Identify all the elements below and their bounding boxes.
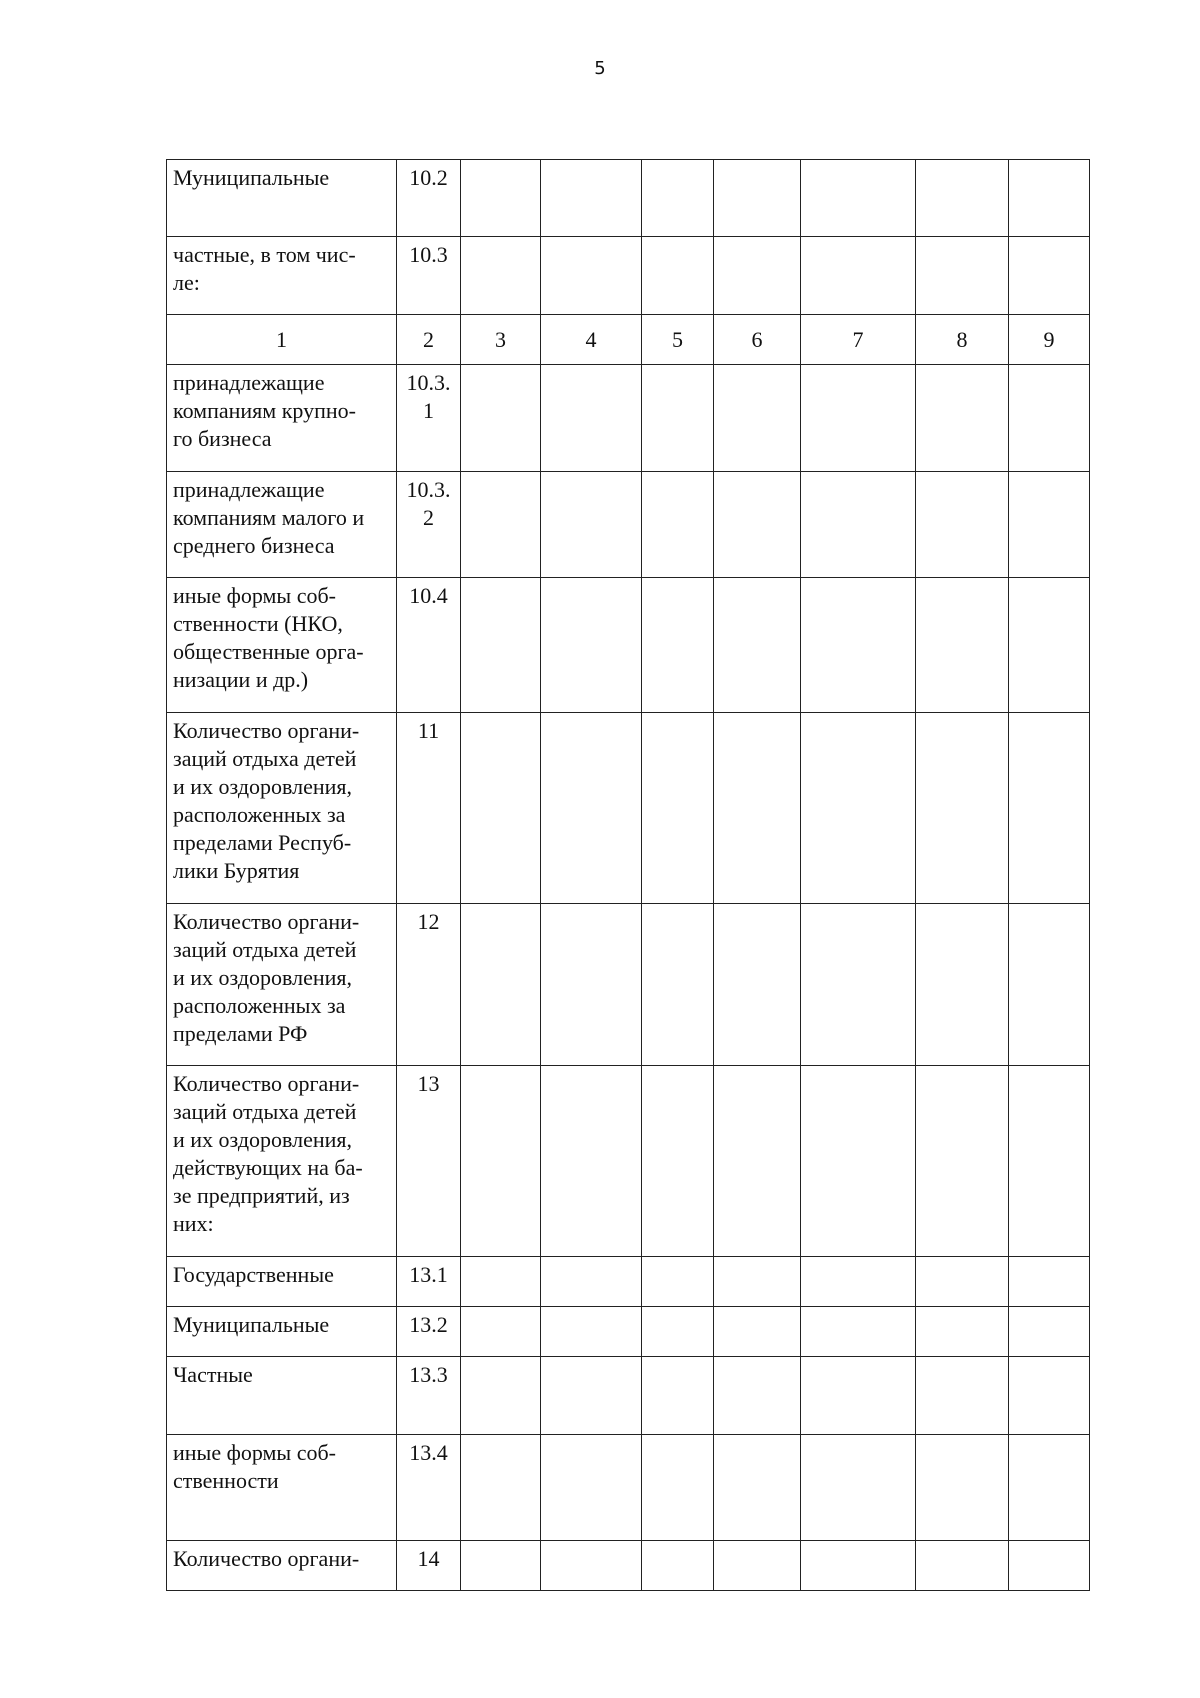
empty-value-cell	[714, 1066, 801, 1257]
empty-value-cell	[642, 237, 714, 315]
row-code-line: 10.3.	[406, 477, 451, 502]
row-label-line: го бизнеса	[173, 426, 272, 451]
empty-value-cell	[916, 578, 1009, 713]
empty-value-cell	[801, 1541, 916, 1591]
empty-value-cell	[461, 237, 541, 315]
empty-value-cell	[541, 160, 642, 237]
empty-value-cell	[1009, 472, 1090, 578]
column-number-row	[167, 315, 1090, 365]
row-label	[167, 1307, 397, 1357]
row-label-line: компаниям крупно-	[173, 398, 356, 423]
row-code-line: 12	[417, 909, 440, 934]
empty-value-cell	[642, 1435, 714, 1541]
row-code-line: 13	[417, 1071, 440, 1096]
row-label-line: заций отдыха детей	[173, 937, 357, 962]
empty-value-cell	[642, 1257, 714, 1307]
empty-value-cell	[642, 1307, 714, 1357]
empty-value-cell	[461, 1257, 541, 1307]
row-label	[167, 578, 397, 713]
empty-value-cell	[461, 713, 541, 904]
row-label-line: ле:	[173, 270, 200, 295]
row-label	[167, 1541, 397, 1591]
empty-value-cell	[461, 1066, 541, 1257]
row-code-line: 10.3	[409, 242, 448, 267]
empty-value-cell	[461, 1541, 541, 1591]
table-row	[167, 1066, 1090, 1257]
empty-value-cell	[642, 1066, 714, 1257]
row-code	[397, 713, 461, 904]
empty-value-cell	[541, 578, 642, 713]
row-label-line: и их оздоровления,	[173, 1127, 353, 1152]
row-code-line: 1	[423, 398, 434, 423]
row-code	[397, 904, 461, 1066]
empty-value-cell	[714, 472, 801, 578]
empty-value-cell	[461, 1435, 541, 1541]
empty-value-cell	[541, 1066, 642, 1257]
row-label-line: низации и др.)	[173, 667, 309, 692]
row-label-line: Частные	[173, 1362, 253, 1387]
empty-value-cell	[1009, 1066, 1090, 1257]
table-row	[167, 160, 1090, 237]
table-row	[167, 1541, 1090, 1591]
empty-value-cell	[714, 365, 801, 472]
empty-value-cell	[461, 578, 541, 713]
column-number-cell: 5	[642, 315, 714, 365]
row-label-line: расположенных за	[173, 993, 346, 1018]
empty-value-cell	[916, 904, 1009, 1066]
row-label-line: и их оздоровления,	[173, 774, 353, 799]
row-code	[397, 472, 461, 578]
empty-value-cell	[642, 1357, 714, 1435]
row-label	[167, 365, 397, 472]
row-label	[167, 1066, 397, 1257]
table-row	[167, 365, 1090, 472]
empty-value-cell	[916, 713, 1009, 904]
empty-value-cell	[461, 472, 541, 578]
row-label-line: действующих на ба-	[173, 1155, 363, 1180]
row-label	[167, 160, 397, 237]
row-label-line: ственности (НКО,	[173, 611, 343, 636]
row-label-line: иные формы соб-	[173, 1440, 337, 1465]
row-label-line: них:	[173, 1211, 214, 1236]
row-label-line: компаниям малого и	[173, 505, 365, 530]
row-code	[397, 1307, 461, 1357]
empty-value-cell	[916, 1435, 1009, 1541]
empty-value-cell	[916, 237, 1009, 315]
empty-value-cell	[714, 904, 801, 1066]
empty-value-cell	[1009, 1435, 1090, 1541]
row-label	[167, 713, 397, 904]
row-label-line: среднего бизнеса	[173, 533, 335, 558]
row-code	[397, 578, 461, 713]
row-label-line: зе предприятий, из	[173, 1183, 350, 1208]
row-label-line: Государственные	[173, 1262, 334, 1287]
table-row	[167, 237, 1090, 315]
column-number-cell: 8	[916, 315, 1009, 365]
empty-value-cell	[801, 365, 916, 472]
row-label-line: общественные орга-	[173, 639, 364, 664]
row-label	[167, 1357, 397, 1435]
empty-value-cell	[642, 904, 714, 1066]
empty-value-cell	[916, 365, 1009, 472]
row-label	[167, 904, 397, 1066]
row-code	[397, 1257, 461, 1307]
empty-value-cell	[541, 904, 642, 1066]
column-number-cell: 9	[1009, 315, 1090, 365]
empty-value-cell	[1009, 160, 1090, 237]
row-code	[397, 237, 461, 315]
empty-value-cell	[801, 1066, 916, 1257]
table-row	[167, 1257, 1090, 1307]
empty-value-cell	[714, 1307, 801, 1357]
row-label-line: Количество органи-	[173, 909, 360, 934]
row-code	[397, 1435, 461, 1541]
row-label-line: пределами Респуб-	[173, 830, 352, 855]
empty-value-cell	[541, 237, 642, 315]
empty-value-cell	[541, 1541, 642, 1591]
empty-value-cell	[1009, 365, 1090, 472]
empty-value-cell	[461, 904, 541, 1066]
row-label-line: Количество органи-	[173, 718, 360, 743]
table-row	[167, 472, 1090, 578]
empty-value-cell	[1009, 578, 1090, 713]
row-code-line: 10.2	[409, 165, 448, 190]
row-code-line: 13.2	[409, 1312, 448, 1337]
row-label-line: принадлежащие	[173, 477, 325, 502]
column-number-cell: 3	[461, 315, 541, 365]
empty-value-cell	[801, 1307, 916, 1357]
row-code	[397, 1066, 461, 1257]
row-code-line: 13.1	[409, 1262, 448, 1287]
column-number-cell: 4	[541, 315, 642, 365]
row-code-line: 2	[423, 505, 434, 530]
empty-value-cell	[541, 472, 642, 578]
empty-value-cell	[1009, 1257, 1090, 1307]
row-code-line: 11	[417, 718, 440, 743]
row-label-line: ственности	[173, 1468, 279, 1493]
column-number-cell: 1	[167, 315, 397, 365]
empty-value-cell	[1009, 713, 1090, 904]
row-label-line: расположенных за	[173, 802, 346, 827]
empty-value-cell	[461, 160, 541, 237]
empty-value-cell	[642, 578, 714, 713]
table-body	[167, 160, 1090, 1591]
empty-value-cell	[916, 160, 1009, 237]
empty-value-cell	[541, 1435, 642, 1541]
table-row	[167, 1357, 1090, 1435]
row-code	[397, 1357, 461, 1435]
row-label-line: и их оздоровления,	[173, 965, 353, 990]
row-label-line: принадлежащие	[173, 370, 325, 395]
empty-value-cell	[714, 1541, 801, 1591]
empty-value-cell	[916, 1541, 1009, 1591]
row-label-line: пределами РФ	[173, 1021, 308, 1046]
empty-value-cell	[714, 713, 801, 904]
empty-value-cell	[801, 1257, 916, 1307]
row-code-line: 10.4	[409, 583, 448, 608]
statistics-table	[166, 159, 1090, 1591]
empty-value-cell	[916, 1357, 1009, 1435]
row-code	[397, 365, 461, 472]
empty-value-cell	[1009, 237, 1090, 315]
table-row	[167, 1435, 1090, 1541]
row-code-line: 13.4	[409, 1440, 448, 1465]
column-number-cell: 7	[801, 315, 916, 365]
row-label	[167, 472, 397, 578]
empty-value-cell	[714, 578, 801, 713]
empty-value-cell	[801, 1357, 916, 1435]
empty-value-cell	[461, 365, 541, 472]
row-label-line: иные формы соб-	[173, 583, 337, 608]
empty-value-cell	[801, 578, 916, 713]
empty-value-cell	[714, 1257, 801, 1307]
empty-value-cell	[916, 1066, 1009, 1257]
row-code-line: 13.3	[409, 1362, 448, 1387]
row-code	[397, 1541, 461, 1591]
empty-value-cell	[714, 1357, 801, 1435]
empty-value-cell	[541, 1257, 642, 1307]
column-number-cell: 2	[397, 315, 461, 365]
empty-value-cell	[916, 1257, 1009, 1307]
empty-value-cell	[801, 160, 916, 237]
empty-value-cell	[801, 237, 916, 315]
empty-value-cell	[1009, 1307, 1090, 1357]
row-label-line: Муниципальные	[173, 165, 330, 190]
empty-value-cell	[714, 1435, 801, 1541]
empty-value-cell	[714, 160, 801, 237]
empty-value-cell	[541, 365, 642, 472]
empty-value-cell	[461, 1357, 541, 1435]
row-label	[167, 237, 397, 315]
empty-value-cell	[541, 1307, 642, 1357]
empty-value-cell	[541, 1357, 642, 1435]
empty-value-cell	[642, 472, 714, 578]
empty-value-cell	[916, 472, 1009, 578]
row-label	[167, 1435, 397, 1541]
empty-value-cell	[541, 713, 642, 904]
empty-value-cell	[801, 713, 916, 904]
column-number-cell: 6	[714, 315, 801, 365]
row-label	[167, 1257, 397, 1307]
empty-value-cell	[642, 713, 714, 904]
empty-value-cell	[1009, 1541, 1090, 1591]
row-code-line: 10.3.	[406, 370, 451, 395]
table-row	[167, 578, 1090, 713]
empty-value-cell	[461, 1307, 541, 1357]
row-code	[397, 160, 461, 237]
row-label-line: лики Бурятия	[173, 858, 300, 883]
empty-value-cell	[714, 237, 801, 315]
table-row	[167, 1307, 1090, 1357]
row-label-line: Муниципальные	[173, 1312, 330, 1337]
empty-value-cell	[1009, 1357, 1090, 1435]
empty-value-cell	[642, 365, 714, 472]
row-label-line: заций отдыха детей	[173, 1099, 357, 1124]
table-row	[167, 713, 1090, 904]
table-row	[167, 904, 1090, 1066]
row-label-line: Количество органи-	[173, 1546, 360, 1571]
empty-value-cell	[916, 1307, 1009, 1357]
row-code-line: 14	[417, 1546, 440, 1571]
empty-value-cell	[642, 1541, 714, 1591]
empty-value-cell	[801, 904, 916, 1066]
row-label-line: заций отдыха детей	[173, 746, 357, 771]
empty-value-cell	[801, 472, 916, 578]
row-label-line: Количество органи-	[173, 1071, 360, 1096]
empty-value-cell	[1009, 904, 1090, 1066]
empty-value-cell	[642, 160, 714, 237]
page-number: 5	[594, 58, 606, 79]
row-label-line: частные, в том чис-	[173, 242, 356, 267]
empty-value-cell	[801, 1435, 916, 1541]
